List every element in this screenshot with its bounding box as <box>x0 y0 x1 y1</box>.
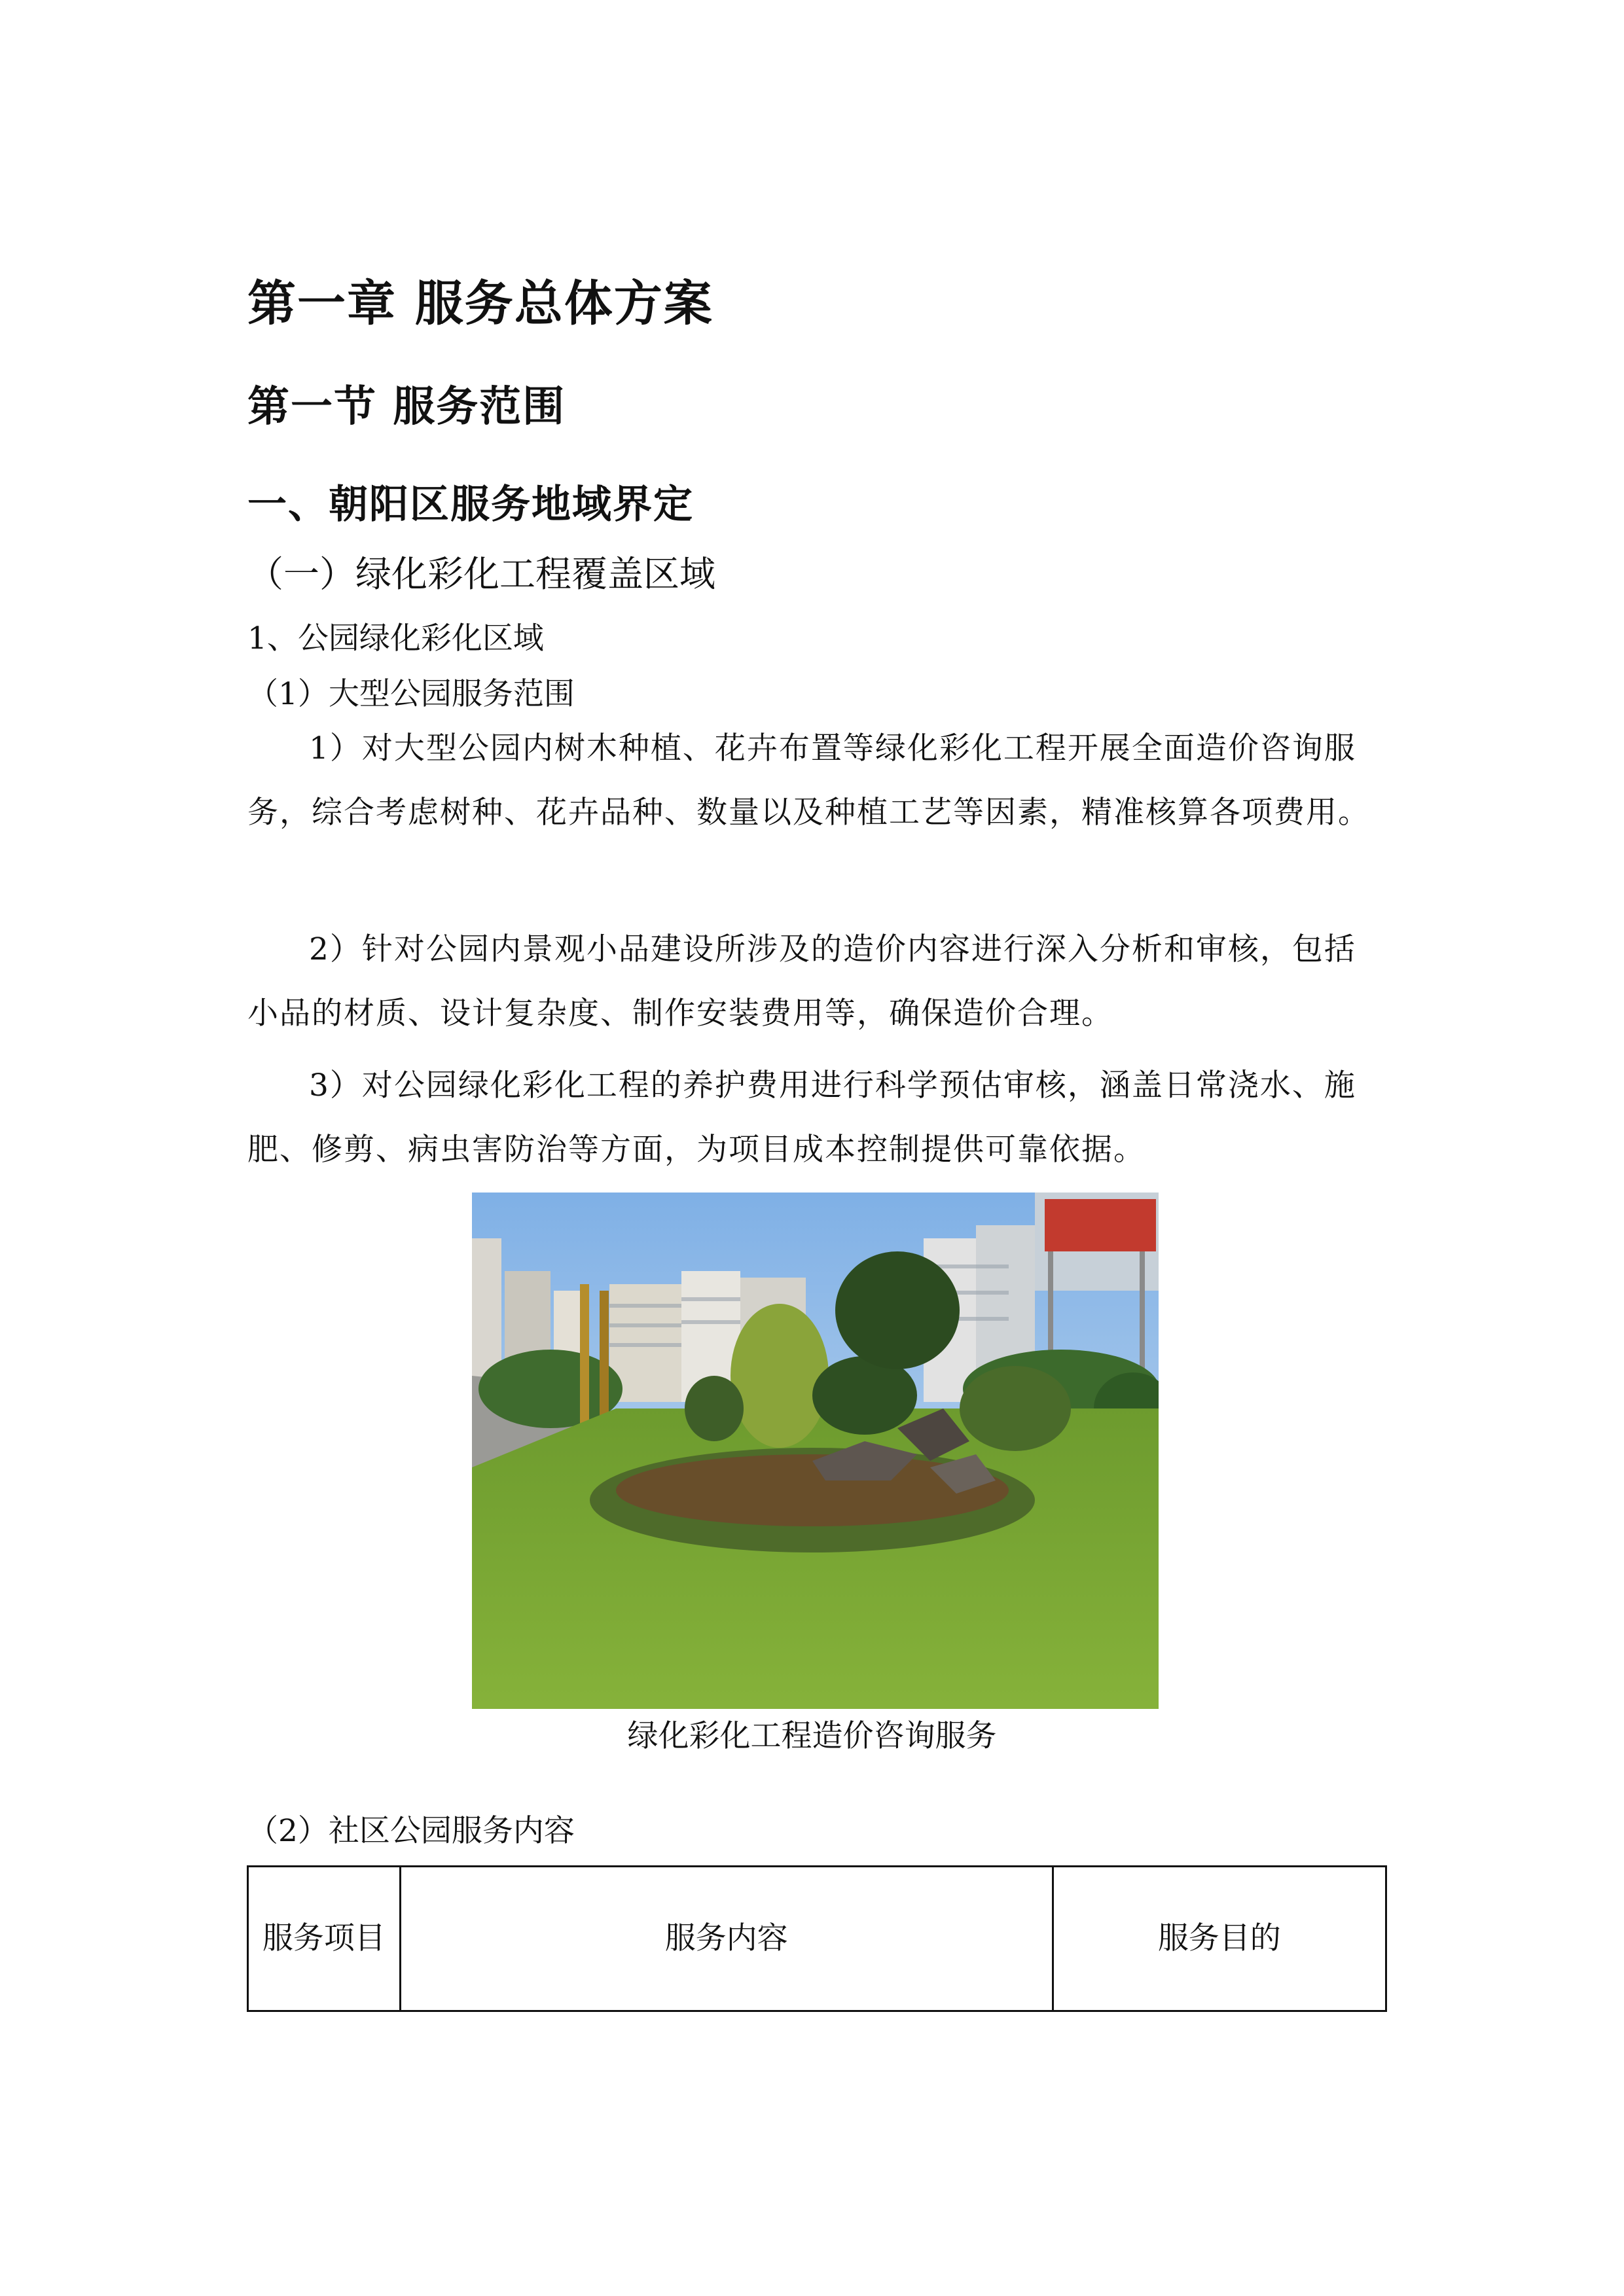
table-header-cell: 服务内容 <box>400 1867 1053 2011</box>
paragraph-2: 2）针对公园内景观小品建设所涉及的造价内容进行深入分析和审核，包括小品的材质、设计复杂度、制作安装费用等，确保造价合理。 <box>247 931 1356 1031</box>
section-title: 第一节 服务范围 <box>247 383 566 431</box>
heading-level-4-community: （2）社区公园服务内容 <box>247 1813 575 1849</box>
heading-level-3: 1、公园绿化彩化区域 <box>247 620 544 656</box>
paragraph-3: 3）对公园绿化彩化工程的养护费用进行科学预估审核，涵盖日常浇水、施肥、修剪、病虫害防治等方面，为项目成本控制提供可靠依据。 <box>247 1067 1356 1168</box>
table-header-cell: 服务目的 <box>1053 1867 1386 2011</box>
photo-caption: 绿化彩化工程造价咨询服务 <box>627 1718 997 1754</box>
paragraph-1: 1）对大型公园内树木种植、花卉布置等绿化彩化工程开展全面造价咨询服务，综合考虑树种、花卉品种、数量以及种植工艺等因素，精准核算各项费用。 <box>247 730 1370 831</box>
landscape-photo <box>472 1193 1159 1709</box>
service-table <box>247 1865 1387 2012</box>
table-header-row <box>248 1867 1386 2011</box>
chapter-title: 第一章 服务总体方案 <box>247 276 713 332</box>
heading-level-1: 一、朝阳区服务地域界定 <box>247 482 694 528</box>
table-header-cell: 服务项目 <box>248 1867 401 2011</box>
heading-level-4: （1）大型公园服务范围 <box>247 676 575 712</box>
heading-level-2: （一）绿化彩化工程覆盖区域 <box>247 553 716 595</box>
